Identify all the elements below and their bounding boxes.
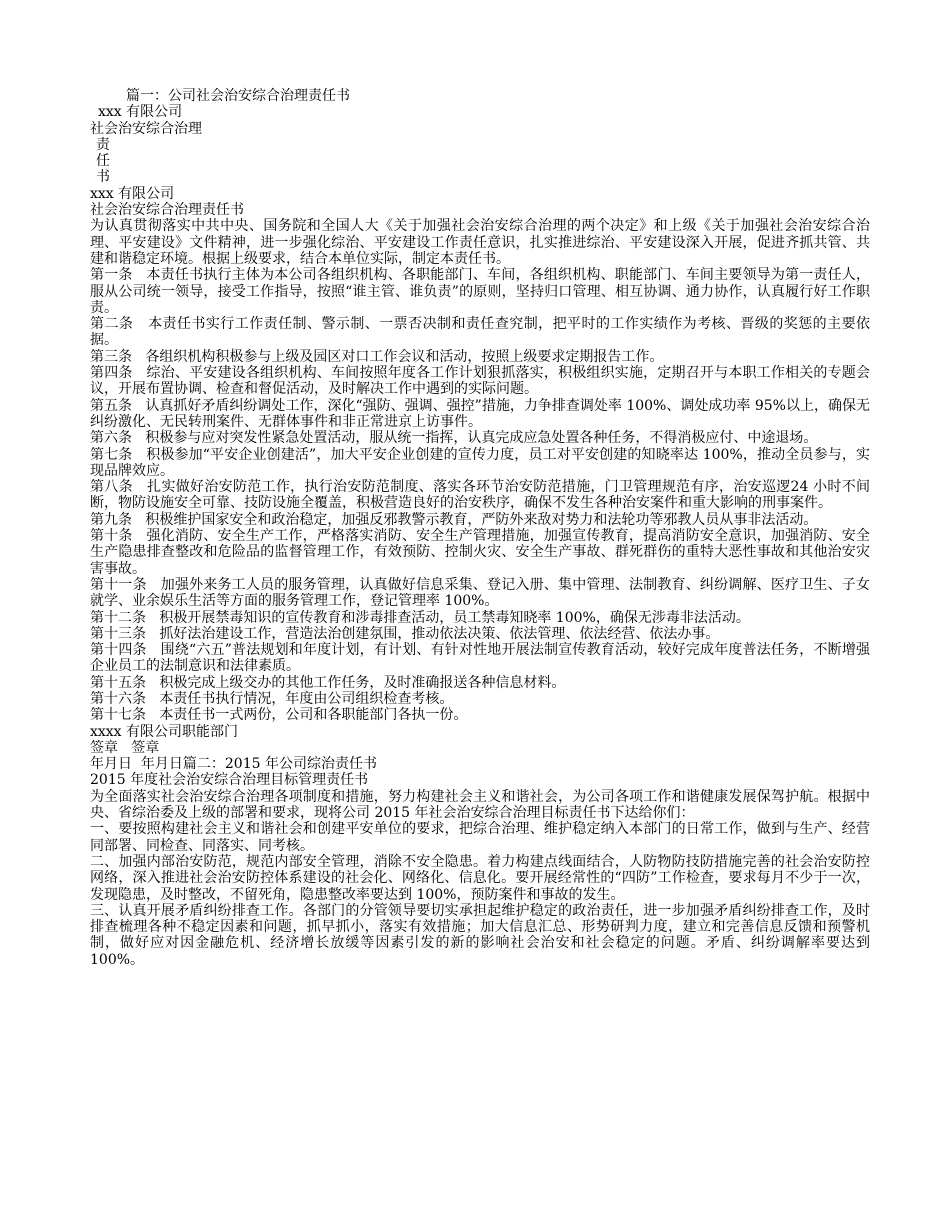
article-gap bbox=[133, 365, 147, 381]
article-number: 第十二条 bbox=[90, 609, 146, 626]
article-gap bbox=[147, 642, 161, 658]
article-number: 第五条 bbox=[90, 397, 133, 414]
article-item bbox=[90, 267, 870, 316]
article-item bbox=[90, 479, 870, 512]
article-gap bbox=[132, 398, 145, 414]
intro-paragraph bbox=[90, 218, 870, 267]
article-item bbox=[90, 626, 870, 642]
article-gap bbox=[132, 430, 145, 446]
part2-item: 三、认真开展矛盾纠纷排查工作。各部门的分管领导要切实承担起维护稳定的政治责任，进一步加强矛盾纠纷排查工作，及时排查梳理各种不稳定因素和问题，抓早抓小，落实有效措施；加大信息汇总、形势研判力度，建立和完善信息反馈和预警机制，做好应对因金融危机、经济增长放缓等因素引发的新的影响社会治安和社会稳定的问题。矛盾、纠纷调解率要达到 100%。 bbox=[90, 902, 870, 968]
article-gap bbox=[132, 447, 146, 463]
article-number: 第九条 bbox=[90, 511, 132, 528]
article-item bbox=[90, 707, 870, 723]
article-gap bbox=[133, 267, 147, 283]
article-text: 积极完成上级交办的其他工作任务，及时准确报送各种信息材料。 bbox=[159, 674, 566, 691]
article-item bbox=[90, 675, 870, 691]
article-gap bbox=[147, 577, 161, 593]
intro-text: 为认真贯彻落实中共中央、国务院和全国人大《关于加强社会治安综合治理的两个决定》和上级《关于加强社会治安综合治理、平安建设》文件精神，进一步强化综治、平安建设工作责任意识，扎实推进综治、平安建设深入开展，促进齐抓共管、共建和谐稳定环境。根据上级要求，结合本单位实际，制定本责任书。 bbox=[90, 218, 870, 267]
article-gap bbox=[146, 626, 159, 642]
article-gap bbox=[146, 675, 159, 691]
article-text: 积极参与应对突发性紧急处置活动，服从统一指挥，认真完成应急处置各种任务，不得消极应付、中途退场。 bbox=[145, 430, 818, 447]
article-gap bbox=[133, 528, 147, 544]
article-text: 积极参加“平安企业创建活”，加大平安企业创建的宣传力度，员工对平安创建的知晓率达 100%，推动全员参与，实现品牌效应。 bbox=[90, 446, 870, 479]
article-number: 第八条 bbox=[90, 479, 133, 496]
vertical-char-1: 责 bbox=[96, 136, 110, 153]
part2-intro: 为全面落实社会治安综合治理各项制度和措施，努力构建社会主义和谐社会，为公司各项工作和谐健康发展保驾护航。根据中央、省综治委及上级的部署和要求，现将公司 2015 年社会治安综合治理目标责任书下达给你们： bbox=[90, 788, 870, 822]
article-text: 积极维护国家安全和政治稳定，加强反邪教警示教育，严防外来敌对势力和法轮功等邪教人员从事非法活动。 bbox=[145, 511, 818, 528]
part1-heading: 篇一：公司社会治安综合治理责任书 bbox=[126, 88, 350, 104]
part2-item: 二、加强内部治安防范，规范内部安全管理，消除不安全隐患。着力构建点线面结合，人防物防技防措施完善的社会治安防控网络，深入推进社会治安防控体系建设的社会化、网络化、信息化。要开展经常性的“四防”工作检查，要求每月不少于一次，发现隐患，及时整改，不留死角，隐患整改率要达到 100%，预防案件和事故的发生。 bbox=[90, 853, 870, 903]
article-item bbox=[90, 512, 870, 528]
doc-name: 社会治安综合治理 bbox=[90, 120, 202, 137]
vertical-char-2: 任 bbox=[96, 153, 110, 170]
article-item bbox=[90, 365, 870, 398]
article-number: 第十六条 bbox=[90, 690, 146, 707]
article-item bbox=[90, 691, 870, 707]
article-text: 积极开展禁毒知识的宣传教育和涉毒排查活动，员工禁毒知晓率 100%，确保无涉毒非法活动。 bbox=[159, 609, 750, 626]
article-text: 本责任书执行情况，年度由公司组织检查考核。 bbox=[159, 690, 454, 707]
company-name: xxx 有限公司 bbox=[98, 104, 183, 121]
article-text: 各组织机构积极参与上级及园区对口工作会议和活动，按照上级要求定期报告工作。 bbox=[145, 348, 664, 365]
article-item bbox=[90, 528, 870, 577]
article-text: 加强外来务工人员的服务管理，认真做好信息采集、登记入册、集中管理、法制教育、纠纷调解、医疗卫生、子女就学、业余娱乐生活等方面的服务管理工作，登记管理率 100%。 bbox=[90, 576, 870, 610]
article-item bbox=[90, 642, 870, 675]
article-number: 第十四条 bbox=[90, 642, 147, 659]
article-text: 本责任书一式两份，公司和各职能部门各执一份。 bbox=[159, 707, 468, 724]
article-item bbox=[90, 447, 870, 480]
article-text: 扎实做好治安防范工作，执行治安防范制度、落实各环节治安防范措施，门卫管理规范有序，治安巡逻24 小时不间断，物防设施安全可靠、技防设施全覆盖，积极营造良好的治安秩序，确保不发生各种治安案件和重大影响的刑事案件。 bbox=[90, 479, 871, 512]
article-item bbox=[90, 610, 870, 626]
article-item bbox=[90, 349, 870, 365]
article-gap bbox=[146, 691, 159, 707]
vertical-char-3: 书 bbox=[96, 169, 110, 186]
article-number: 第十五条 bbox=[90, 674, 146, 691]
article-number: 第六条 bbox=[90, 430, 132, 447]
date-line: 年月日 年月日篇二：2015 年公司综治责任书 bbox=[90, 756, 377, 773]
article-item bbox=[90, 398, 870, 431]
part2-title: 2015 年度社会治安综合治理目标管理责任书 bbox=[90, 772, 369, 789]
article-gap bbox=[132, 512, 145, 528]
article-text: 本责任书执行主体为本公司各组织机构、各职能部门、车间，各组织机构、职能部门、车间主要领导为第一责任人，服从公司统一领导，接受工作指导，按照“谁主管、谁负责”的原则，坚持归口管理、相互协调、通力协作，认真履行好工作职责。 bbox=[90, 267, 870, 316]
article-text: 认真抓好矛盾纠纷调处工作，深化“强防、强调、强控”措施，力争排查调处率 100%、调处成功率 95%以上，确保无纠纷激化、无民转刑案件、无群体事件和非正常进京上访事件。 bbox=[90, 397, 870, 430]
article-text: 综治、平安建设各组织机构、车间按照年度各工作计划狠抓落实，积极组织实施，定期召开与本职工作相关的专题会议，开展布置协调、检查和督促活动，及时解决工作中遇到的实际问题。 bbox=[90, 365, 870, 398]
article-item bbox=[90, 316, 870, 349]
article-gap bbox=[146, 610, 159, 626]
article-number: 第十条 bbox=[90, 528, 133, 545]
article-gap bbox=[133, 479, 147, 495]
sign-line: 签章 签章 bbox=[90, 739, 160, 756]
article-number: 第一条 bbox=[90, 267, 133, 284]
article-item bbox=[90, 577, 870, 610]
article-gap bbox=[133, 316, 148, 332]
article-text: 围绕“六五”普法规划和年度计划，有计划、有针对性地开展法制宣传教育活动，较好完成年度普法任务，不断增强企业员工的法制意识和法律素质。 bbox=[90, 642, 871, 675]
part2-item: 一、要按照构建社会主义和谐社会和创建平安单位的要求，把综合治理、维护稳定纳入本部门的日常工作，做到与生产、经营同部署、同检查、同落实、同考核。 bbox=[90, 821, 870, 854]
article-text: 强化消防、安全生产工作，严格落实消防、安全生产管理措施，加强宣传教育，提高消防安全意识，加强消防、安全生产隐患排查整改和危险品的监督管理工作，有效预防、控制火灾、安全生产事故、群死群伤的重特大恶性事故和其他治安灾害事故。 bbox=[90, 528, 870, 577]
sign-party: xxxx 有限公司职能部门 bbox=[90, 723, 239, 740]
article-number: 第十七条 bbox=[90, 707, 146, 724]
article-number: 第四条 bbox=[90, 365, 133, 382]
article-text: 抓好法治建设工作，营造法治创建氛围，推动依法决策、依法管理、依法经营、依法办事。 bbox=[159, 625, 720, 642]
article-text: 本责任书实行工作责任制、警示制、一票否决制和责任查究制，把平时的工作实绩作为考核、晋级的奖惩的主要依据。 bbox=[90, 316, 871, 349]
article-number: 第七条 bbox=[90, 446, 133, 463]
document-page bbox=[90, 88, 870, 968]
article-number: 第十一条 bbox=[90, 576, 147, 593]
article-gap bbox=[146, 707, 159, 723]
article-number: 第二条 bbox=[90, 316, 134, 333]
article-list bbox=[90, 267, 870, 723]
part2-item-list bbox=[90, 821, 870, 968]
article-gap bbox=[132, 349, 145, 365]
company-name-2: xxx 有限公司 bbox=[90, 185, 175, 202]
document-title: 社会治安综合治理责任书 bbox=[90, 202, 244, 219]
article-number: 第十三条 bbox=[90, 625, 146, 642]
article-number: 第三条 bbox=[90, 348, 132, 365]
article-item bbox=[90, 430, 870, 446]
